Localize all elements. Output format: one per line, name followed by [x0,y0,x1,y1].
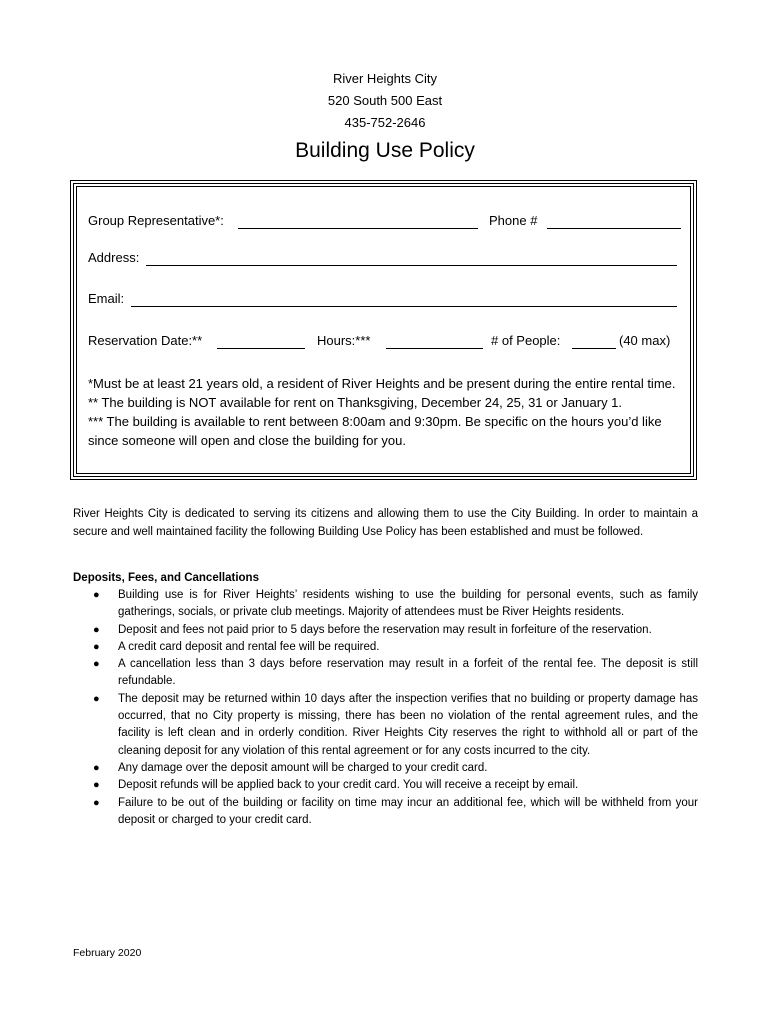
address-field[interactable] [146,251,677,266]
list-item: ● A cancellation less than 3 days before reservation may result in a forfeit of the rental fee. The deposit is still refundable. [93,658,698,688]
section-heading: Deposits, Fees, and Cancellations [73,572,259,584]
address-label: Address: [88,250,140,265]
group-rep-field[interactable] [238,214,478,229]
footer-date: February 2020 [73,947,142,959]
bullet-icon: ● [93,623,100,636]
org-name: River Heights City [332,71,438,86]
list-item: ● The deposit may be returned within 10 days after the inspection verifies that no building or property damage has occurred, that no City property is missing, there has been no violation of the rental agreement rules, and the facility is left clean and in orderly condition. River Heights City reserves the right to withhold all or part of the cleaning deposit for any violation of this rental agreement or for any costs incurred to the city. [93,692,698,757]
email-label: Email: [88,291,125,306]
bullet-icon: ● [93,779,100,792]
list-item: ● Deposit and fees not paid prior to 5 days before the reservation may result in forfeiture of the reservation. [73,622,698,639]
note-holidays: ** The building is NOT available for rent on Thanksgiving, December 24, 25, 31 or January 1. [88,395,623,410]
reservation-form [70,180,697,480]
bullet-icon: ● [93,692,100,705]
note-age: *Must be at least 21 years old, a resident of River Heights and be present during the entire rental time. [88,376,676,391]
email-field[interactable] [131,292,677,307]
org-address: 520 South 500 East [327,93,443,108]
org-phone: 435-752-2646 [344,115,426,130]
hours-label: Hours:*** [317,333,371,348]
list-item: ● Any damage over the deposit amount will be charged to your credit card. [73,760,698,777]
bullet-icon: ● [93,796,100,809]
max-people-note: (40 max) [619,333,671,348]
reservation-date-label: Reservation Date:** [88,333,203,348]
bullet-icon: ● [93,761,100,774]
phone-field[interactable] [547,214,681,229]
bullet-icon: ● [93,658,100,671]
list-item: ● Deposit refunds will be applied back to your credit card. You will receive a receipt by email. [73,777,698,794]
letterhead [0,68,770,134]
page-title: Building Use Policy [295,139,475,162]
list-item: ● Building use is for River Heights’ residents wishing to use the building for personal events, such as family gatherings, socials, or private club meetings. Majority of attendees must be River Heights residents. [93,589,698,619]
phone-label: Phone # [489,213,538,228]
reservation-date-field[interactable] [217,334,305,349]
list-item: ● Failure to be out of the building or facility on time may incur an additional fee, which will be withheld from your deposit or charged to your credit card. [93,796,698,826]
people-label: # of People: [491,333,561,348]
bullet-icon: ● [93,640,100,653]
note-hours: *** The building is available to rent between 8:00am and 9:30pm. Be specific on the hours you’d like since someone will open and close the building for you. [88,414,662,448]
group-rep-label: Group Representative*: [88,213,224,228]
list-item: ● A credit card deposit and rental fee will be required. [73,639,698,656]
intro-paragraph: River Heights City is dedicated to serving its citizens and allowing them to use the City Building. In order to maintain a secure and well maintained facility the following Building Use Policy has been established and must be followed. [73,508,698,538]
policy-bullet-list [73,587,698,829]
bullet-icon: ● [93,589,100,601]
hours-field[interactable] [386,334,483,349]
form-notes [88,374,688,450]
people-field[interactable] [572,334,616,349]
